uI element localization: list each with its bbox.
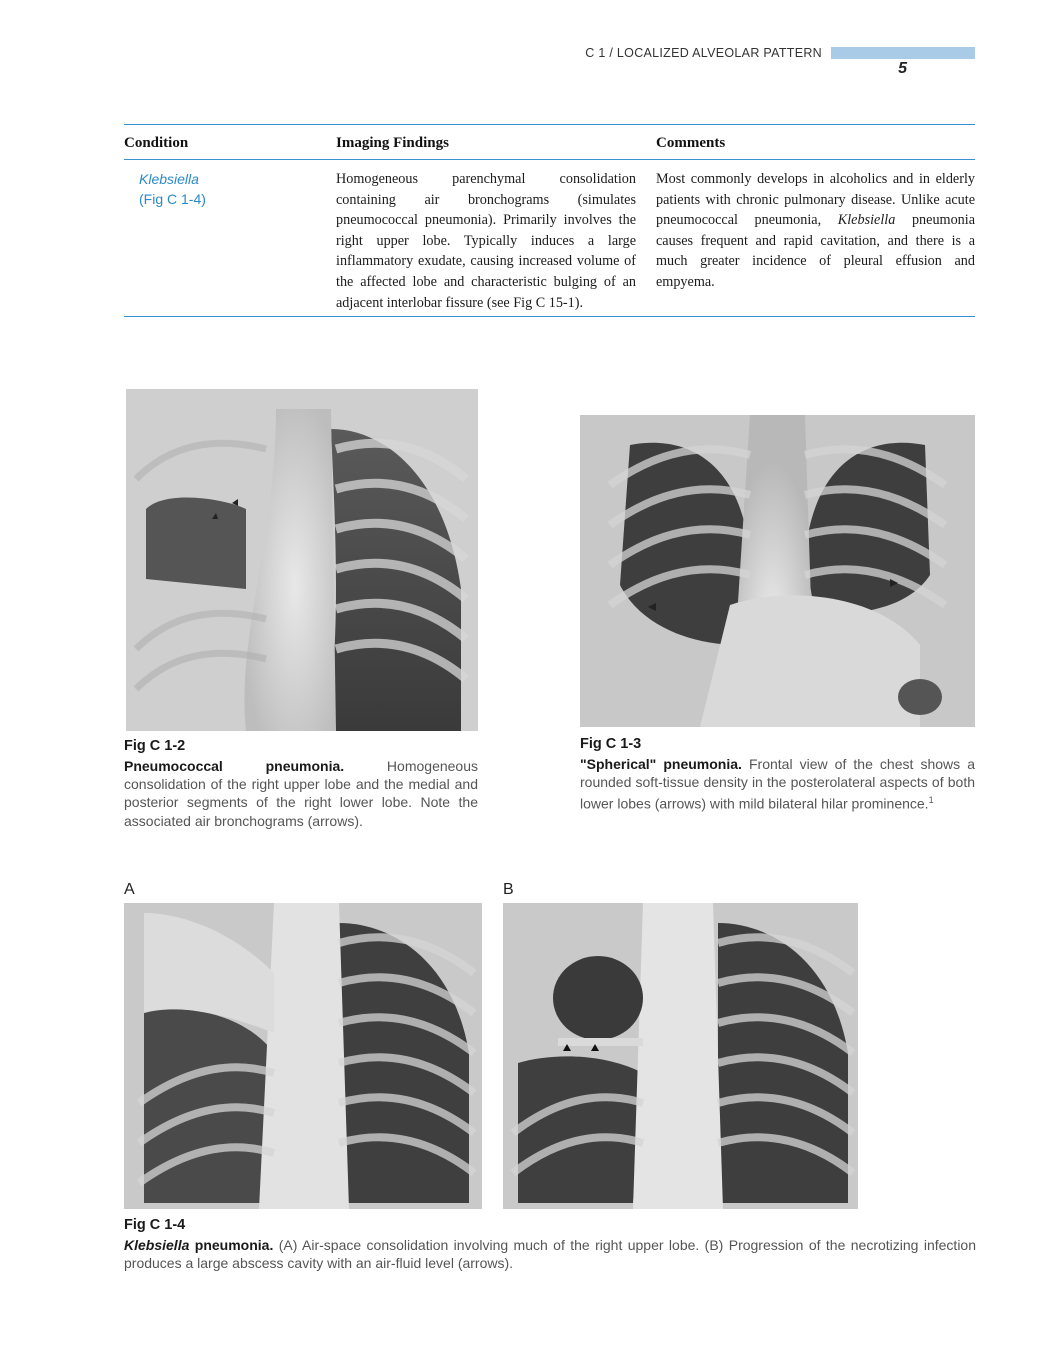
running-head: C 1 / LOCALIZED ALVEOLAR PATTERN — [585, 46, 822, 60]
header-imaging-findings: Imaging Findings — [336, 125, 656, 160]
comments-part-2: pneumonia causes frequent and rapid cavitation, and there is a much greater incidence of pleural effusion and empyema. — [656, 212, 975, 290]
fig-c1-2-title: Pneumococcal pneumonia. — [124, 758, 345, 774]
header-comments: Comments — [656, 125, 975, 160]
condition-cell — [124, 160, 336, 317]
running-head-bar — [831, 47, 975, 59]
fig-c1-3-caption — [580, 755, 975, 813]
imaging-findings-cell — [336, 160, 656, 317]
fig-c1-3-text: Frontal view of the chest shows a rounded soft-tissue density in the posterolateral aspects of both lower lobes (arrows) with mild bilateral hilar prominence. — [580, 756, 975, 813]
fig-c1-2-text: Homogeneous consolidation of the right upper lobe and the medial and posterior segments of the right lower lobe. Note the associated air bronchograms (arrows). — [124, 758, 478, 829]
fig-c1-4-title — [124, 1237, 273, 1253]
comments-text — [656, 169, 975, 293]
imaging-findings-text: Homogeneous parenchymal consolidation containing air bronchograms (simulates pneumococcal pneumonia). Primarily involves the right upper lobe. Typically induces a large inflammatory exudate, causing increased volume of the affected lobe and characteristic bulging of an adjacent interlobar fissure (see Fig C 15-1). — [336, 171, 636, 311]
table-header-row — [124, 125, 975, 160]
fig-c1-4-panel-a-letter: A — [124, 881, 135, 898]
condition-name — [124, 169, 336, 209]
fig-c1-4-panel-b-letter: B — [503, 881, 514, 898]
fig-c1-4-label: Fig C 1-4 — [124, 1217, 186, 1233]
xray-fig-c1-2 — [126, 389, 478, 731]
xray-fig-c1-4b — [503, 903, 858, 1209]
comments-part-1: Most commonly develops in alcoholics and in elderly patients with chronic pulmonary disease. Unlike acute pneumococcal pneumonia, — [656, 171, 975, 229]
fig-c1-2-caption — [124, 757, 478, 830]
fig-c1-3-reference: 1 — [928, 795, 934, 806]
comments-cell — [656, 160, 975, 317]
fig-c1-2-label: Fig C 1-2 — [124, 738, 186, 754]
fig-c1-4-text: (A) Air-space consolidation involving much of the right upper lobe. (B) Progression of the necrotizing infection produces a large abscess cavity with an air-fluid level (arrows). — [124, 1237, 977, 1272]
conditions-table-wrapper — [124, 124, 975, 317]
header-condition: Condition — [124, 125, 336, 160]
condition-figure-ref[interactable]: (Fig C 1-4) — [139, 191, 206, 207]
page-number: 5 — [898, 60, 907, 77]
xray-fig-c1-3 — [580, 415, 975, 727]
conditions-table — [124, 124, 975, 317]
fig-c1-3-title: "Spherical" pneumonia. — [580, 756, 742, 772]
xray-fig-c1-4a — [124, 903, 482, 1209]
comments-italic: Klebsiella — [837, 212, 896, 229]
fig-c1-4-title-rest: pneumonia. — [189, 1237, 274, 1253]
fig-c1-4-caption — [124, 1236, 976, 1272]
condition-name-text: Klebsiella — [139, 171, 199, 187]
table-row — [124, 160, 975, 317]
fig-c1-3-label: Fig C 1-3 — [580, 736, 642, 752]
fig-c1-4-title-italic: Klebsiella — [124, 1237, 190, 1253]
